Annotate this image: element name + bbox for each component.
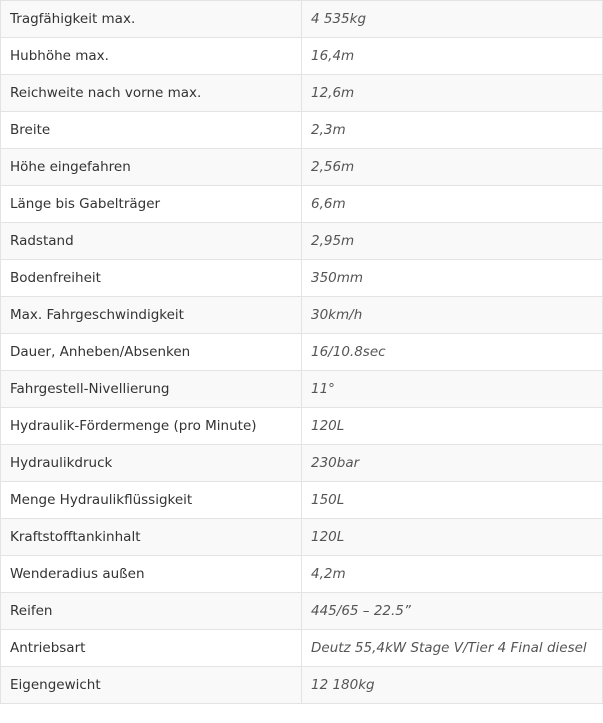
table-row [1, 334, 603, 371]
spec-value: 12,6m [302, 75, 603, 112]
table-row [1, 112, 603, 149]
spec-label: Max. Fahrgeschwindigkeit [1, 297, 302, 334]
table-row [1, 149, 603, 186]
spec-value: 150L [302, 482, 603, 519]
table-row [1, 186, 603, 223]
spec-value: 230bar [302, 445, 603, 482]
spec-value: 2,3m [302, 112, 603, 149]
table-row [1, 260, 603, 297]
spec-label: Fahrgestell-Nivellierung [1, 371, 302, 408]
spec-label: Hubhöhe max. [1, 38, 302, 75]
spec-label: Menge Hydraulikflüssigkeit [1, 482, 302, 519]
spec-value: 12 180kg [302, 667, 603, 704]
table-row [1, 556, 603, 593]
table-row [1, 519, 603, 556]
table-row [1, 1, 603, 38]
table-row [1, 75, 603, 112]
spec-value: 30km/h [302, 297, 603, 334]
spec-value: 445/65 – 22.5” [302, 593, 603, 630]
spec-value: 16,4m [302, 38, 603, 75]
spec-value: 350mm [302, 260, 603, 297]
spec-label: Wenderadius außen [1, 556, 302, 593]
spec-value: 2,95m [302, 223, 603, 260]
spec-label: Hydraulikdruck [1, 445, 302, 482]
spec-value: 120L [302, 519, 603, 556]
spec-label: Eigengewicht [1, 667, 302, 704]
table-row [1, 38, 603, 75]
table-row [1, 371, 603, 408]
table-row [1, 593, 603, 630]
table-row [1, 630, 603, 667]
spec-value: 16/10.8sec [302, 334, 603, 371]
spec-value: 120L [302, 408, 603, 445]
spec-label: Länge bis Gabelträger [1, 186, 302, 223]
spec-label: Reichweite nach vorne max. [1, 75, 302, 112]
spec-label: Breite [1, 112, 302, 149]
spec-value: 2,56m [302, 149, 603, 186]
table-row [1, 223, 603, 260]
spec-label: Tragfähigkeit max. [1, 1, 302, 38]
spec-label: Bodenfreiheit [1, 260, 302, 297]
spec-value: 4 535kg [302, 1, 603, 38]
spec-label: Dauer, Anheben/Absenken [1, 334, 302, 371]
table-row [1, 297, 603, 334]
spec-label: Kraftstofftankinhalt [1, 519, 302, 556]
spec-label: Radstand [1, 223, 302, 260]
spec-table-body [1, 1, 603, 704]
spec-value: 4,2m [302, 556, 603, 593]
table-row [1, 445, 603, 482]
table-row [1, 667, 603, 704]
spec-label: Antriebsart [1, 630, 302, 667]
spec-label: Hydraulik-Fördermenge (pro Minute) [1, 408, 302, 445]
spec-value: 6,6m [302, 186, 603, 223]
spec-value: Deutz 55,4kW Stage V/Tier 4 Final diesel [302, 630, 603, 667]
table-row [1, 408, 603, 445]
spec-label: Höhe eingefahren [1, 149, 302, 186]
spec-value: 11° [302, 371, 603, 408]
spec-label: Reifen [1, 593, 302, 630]
table-row [1, 482, 603, 519]
